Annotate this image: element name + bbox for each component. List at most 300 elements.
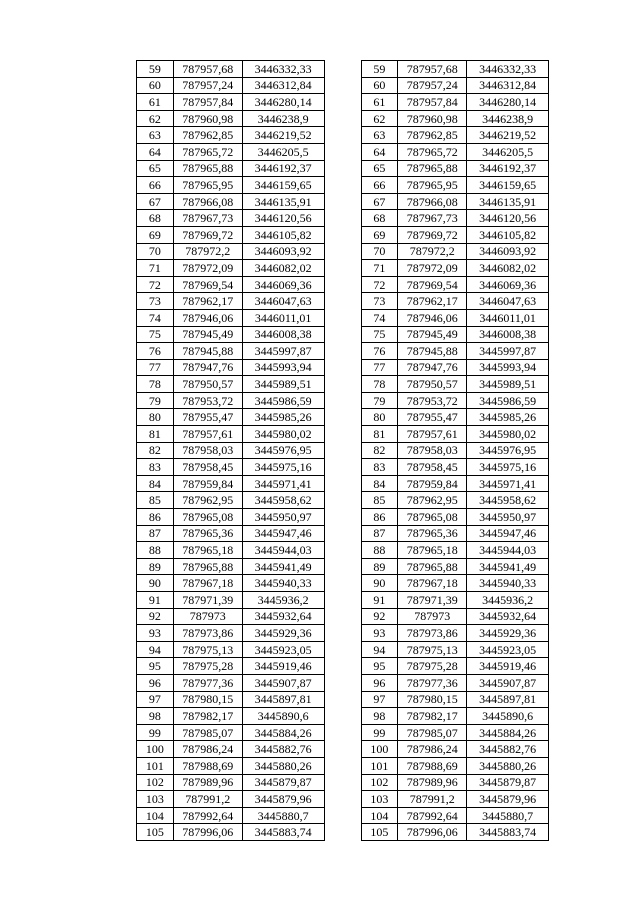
point-number-cell: 84 bbox=[137, 475, 174, 492]
table-row bbox=[361, 110, 549, 127]
table-row bbox=[361, 160, 549, 177]
table-row bbox=[137, 376, 325, 393]
y-coordinate-cell: 3445880,26 bbox=[242, 757, 324, 774]
point-number-cell: 73 bbox=[137, 293, 174, 310]
table-row bbox=[361, 409, 549, 426]
point-number-cell: 62 bbox=[361, 110, 398, 127]
point-number-cell: 86 bbox=[361, 509, 398, 526]
table-row bbox=[137, 641, 325, 658]
x-coordinate-cell: 787957,24 bbox=[173, 77, 242, 94]
point-number-cell: 100 bbox=[361, 741, 398, 758]
x-coordinate-cell: 787992,64 bbox=[173, 807, 242, 824]
x-coordinate-cell: 787953,72 bbox=[173, 392, 242, 409]
table-gap bbox=[325, 60, 361, 841]
x-coordinate-cell: 787975,13 bbox=[398, 641, 467, 658]
point-number-cell: 89 bbox=[137, 558, 174, 575]
table-row bbox=[137, 558, 325, 575]
y-coordinate-cell: 3445985,26 bbox=[242, 409, 324, 426]
x-coordinate-cell: 787962,17 bbox=[398, 293, 467, 310]
point-number-cell: 65 bbox=[361, 160, 398, 177]
y-coordinate-cell: 3446011,01 bbox=[467, 309, 549, 326]
x-coordinate-cell: 787988,69 bbox=[398, 757, 467, 774]
table-row bbox=[361, 475, 549, 492]
x-coordinate-cell: 787965,88 bbox=[173, 160, 242, 177]
point-number-cell: 80 bbox=[361, 409, 398, 426]
point-number-cell: 88 bbox=[137, 542, 174, 559]
table-row bbox=[137, 276, 325, 293]
y-coordinate-cell: 3446008,38 bbox=[467, 326, 549, 343]
point-number-cell: 91 bbox=[361, 592, 398, 609]
table-row bbox=[137, 592, 325, 609]
x-coordinate-cell: 787957,68 bbox=[173, 61, 242, 78]
point-number-cell: 79 bbox=[137, 392, 174, 409]
table-row bbox=[361, 542, 549, 559]
x-coordinate-cell: 787977,36 bbox=[398, 674, 467, 691]
y-coordinate-cell: 3446069,36 bbox=[242, 276, 324, 293]
y-coordinate-cell: 3445879,96 bbox=[467, 791, 549, 808]
point-number-cell: 103 bbox=[361, 791, 398, 808]
table-row bbox=[137, 127, 325, 144]
table-row bbox=[361, 807, 549, 824]
x-coordinate-cell: 787965,72 bbox=[173, 143, 242, 160]
y-coordinate-cell: 3446082,02 bbox=[242, 260, 324, 277]
point-number-cell: 104 bbox=[137, 807, 174, 824]
point-number-cell: 71 bbox=[361, 260, 398, 277]
point-number-cell: 102 bbox=[137, 774, 174, 791]
table-row bbox=[137, 392, 325, 409]
x-coordinate-cell: 787957,61 bbox=[173, 426, 242, 443]
y-coordinate-cell: 3446238,9 bbox=[467, 110, 549, 127]
y-coordinate-cell: 3445980,02 bbox=[242, 426, 324, 443]
point-number-cell: 64 bbox=[361, 143, 398, 160]
point-number-cell: 83 bbox=[137, 459, 174, 476]
x-coordinate-cell: 787980,15 bbox=[398, 691, 467, 708]
y-coordinate-cell: 3445883,74 bbox=[467, 824, 549, 841]
x-coordinate-cell: 787950,57 bbox=[173, 376, 242, 393]
y-coordinate-cell: 3446105,82 bbox=[467, 226, 549, 243]
y-coordinate-cell: 3445958,62 bbox=[242, 492, 324, 509]
table-row bbox=[137, 243, 325, 260]
table-row bbox=[137, 492, 325, 509]
x-coordinate-cell: 787958,45 bbox=[173, 459, 242, 476]
x-coordinate-cell: 787959,84 bbox=[173, 475, 242, 492]
table-row bbox=[361, 509, 549, 526]
x-coordinate-cell: 787996,06 bbox=[398, 824, 467, 841]
table-row bbox=[137, 542, 325, 559]
point-number-cell: 74 bbox=[361, 309, 398, 326]
x-coordinate-cell: 787965,08 bbox=[398, 509, 467, 526]
table-row bbox=[137, 210, 325, 227]
table-row bbox=[361, 293, 549, 310]
y-coordinate-cell: 3445879,87 bbox=[467, 774, 549, 791]
y-coordinate-cell: 3445923,05 bbox=[242, 641, 324, 658]
point-number-cell: 101 bbox=[137, 757, 174, 774]
point-number-cell: 86 bbox=[137, 509, 174, 526]
table-body-right bbox=[361, 61, 549, 841]
y-coordinate-cell: 3445936,2 bbox=[242, 592, 324, 609]
y-coordinate-cell: 3445879,96 bbox=[242, 791, 324, 808]
y-coordinate-cell: 3445975,16 bbox=[467, 459, 549, 476]
point-number-cell: 83 bbox=[361, 459, 398, 476]
point-number-cell: 105 bbox=[137, 824, 174, 841]
table-row bbox=[137, 658, 325, 675]
table-row bbox=[361, 243, 549, 260]
y-coordinate-cell: 3445944,03 bbox=[242, 542, 324, 559]
table-row bbox=[361, 359, 549, 376]
y-coordinate-cell: 3445890,6 bbox=[467, 708, 549, 725]
x-coordinate-cell: 787965,95 bbox=[173, 177, 242, 194]
x-coordinate-cell: 787989,96 bbox=[398, 774, 467, 791]
x-coordinate-cell: 787965,88 bbox=[173, 558, 242, 575]
point-number-cell: 90 bbox=[137, 575, 174, 592]
x-coordinate-cell: 787967,18 bbox=[398, 575, 467, 592]
y-coordinate-cell: 3446192,37 bbox=[242, 160, 324, 177]
y-coordinate-cell: 3445884,26 bbox=[467, 724, 549, 741]
x-coordinate-cell: 787992,64 bbox=[398, 807, 467, 824]
y-coordinate-cell: 3445932,64 bbox=[242, 608, 324, 625]
x-coordinate-cell: 787991,2 bbox=[398, 791, 467, 808]
point-number-cell: 64 bbox=[137, 143, 174, 160]
table-row bbox=[137, 475, 325, 492]
point-number-cell: 99 bbox=[361, 724, 398, 741]
point-number-cell: 63 bbox=[361, 127, 398, 144]
x-coordinate-cell: 787971,39 bbox=[398, 592, 467, 609]
y-coordinate-cell: 3445882,76 bbox=[242, 741, 324, 758]
y-coordinate-cell: 3445907,87 bbox=[467, 674, 549, 691]
x-coordinate-cell: 787977,36 bbox=[173, 674, 242, 691]
point-number-cell: 100 bbox=[137, 741, 174, 758]
table-row bbox=[361, 608, 549, 625]
point-number-cell: 68 bbox=[361, 210, 398, 227]
y-coordinate-cell: 3445980,02 bbox=[467, 426, 549, 443]
x-coordinate-cell: 787958,45 bbox=[398, 459, 467, 476]
table-row bbox=[361, 757, 549, 774]
point-number-cell: 61 bbox=[361, 94, 398, 111]
x-coordinate-cell: 787959,84 bbox=[398, 475, 467, 492]
point-number-cell: 60 bbox=[137, 77, 174, 94]
y-coordinate-cell: 3445976,95 bbox=[242, 442, 324, 459]
x-coordinate-cell: 787962,85 bbox=[398, 127, 467, 144]
point-number-cell: 59 bbox=[361, 61, 398, 78]
point-number-cell: 95 bbox=[137, 658, 174, 675]
x-coordinate-cell: 787988,69 bbox=[173, 757, 242, 774]
x-coordinate-cell: 787955,47 bbox=[398, 409, 467, 426]
y-coordinate-cell: 3446332,33 bbox=[467, 61, 549, 78]
point-number-cell: 63 bbox=[137, 127, 174, 144]
y-coordinate-cell: 3446120,56 bbox=[242, 210, 324, 227]
table-row bbox=[137, 791, 325, 808]
point-number-cell: 82 bbox=[361, 442, 398, 459]
y-coordinate-cell: 3446219,52 bbox=[242, 127, 324, 144]
x-coordinate-cell: 787965,36 bbox=[398, 525, 467, 542]
y-coordinate-cell: 3445975,16 bbox=[242, 459, 324, 476]
point-number-cell: 71 bbox=[137, 260, 174, 277]
x-coordinate-cell: 787965,36 bbox=[173, 525, 242, 542]
point-number-cell: 61 bbox=[137, 94, 174, 111]
x-coordinate-cell: 787960,98 bbox=[398, 110, 467, 127]
y-coordinate-cell: 3446332,33 bbox=[242, 61, 324, 78]
point-number-cell: 73 bbox=[361, 293, 398, 310]
point-number-cell: 72 bbox=[361, 276, 398, 293]
x-coordinate-cell: 787982,17 bbox=[398, 708, 467, 725]
y-coordinate-cell: 3445971,41 bbox=[467, 475, 549, 492]
point-number-cell: 98 bbox=[137, 708, 174, 725]
y-coordinate-cell: 3445950,97 bbox=[242, 509, 324, 526]
table-body-left bbox=[137, 61, 325, 841]
point-number-cell: 87 bbox=[361, 525, 398, 542]
x-coordinate-cell: 787982,17 bbox=[173, 708, 242, 725]
point-number-cell: 96 bbox=[361, 674, 398, 691]
x-coordinate-cell: 787973,86 bbox=[173, 625, 242, 642]
point-number-cell: 82 bbox=[137, 442, 174, 459]
table-row bbox=[137, 724, 325, 741]
point-number-cell: 102 bbox=[361, 774, 398, 791]
y-coordinate-cell: 3445986,59 bbox=[467, 392, 549, 409]
point-number-cell: 97 bbox=[361, 691, 398, 708]
table-row bbox=[137, 94, 325, 111]
x-coordinate-cell: 787946,06 bbox=[173, 309, 242, 326]
y-coordinate-cell: 3446047,63 bbox=[467, 293, 549, 310]
point-number-cell: 89 bbox=[361, 558, 398, 575]
x-coordinate-cell: 787946,06 bbox=[398, 309, 467, 326]
point-number-cell: 65 bbox=[137, 160, 174, 177]
x-coordinate-cell: 787958,03 bbox=[173, 442, 242, 459]
x-coordinate-cell: 787965,88 bbox=[398, 558, 467, 575]
x-coordinate-cell: 787955,47 bbox=[173, 409, 242, 426]
table-row bbox=[361, 143, 549, 160]
y-coordinate-cell: 3446011,01 bbox=[242, 309, 324, 326]
y-coordinate-cell: 3445941,49 bbox=[242, 558, 324, 575]
point-number-cell: 76 bbox=[361, 343, 398, 360]
x-coordinate-cell: 787985,07 bbox=[398, 724, 467, 741]
point-number-cell: 60 bbox=[361, 77, 398, 94]
x-coordinate-cell: 787950,57 bbox=[398, 376, 467, 393]
y-coordinate-cell: 3446069,36 bbox=[467, 276, 549, 293]
point-number-cell: 79 bbox=[361, 392, 398, 409]
table-row bbox=[361, 575, 549, 592]
y-coordinate-cell: 3445940,33 bbox=[467, 575, 549, 592]
y-coordinate-cell: 3445993,94 bbox=[467, 359, 549, 376]
x-coordinate-cell: 787966,08 bbox=[398, 193, 467, 210]
x-coordinate-cell: 787965,95 bbox=[398, 177, 467, 194]
y-coordinate-cell: 3445879,87 bbox=[242, 774, 324, 791]
x-coordinate-cell: 787962,17 bbox=[173, 293, 242, 310]
table-row bbox=[361, 343, 549, 360]
x-coordinate-cell: 787967,73 bbox=[398, 210, 467, 227]
table-row bbox=[361, 492, 549, 509]
y-coordinate-cell: 3446135,91 bbox=[242, 193, 324, 210]
x-coordinate-cell: 787957,24 bbox=[398, 77, 467, 94]
table-row bbox=[137, 741, 325, 758]
table-row bbox=[137, 691, 325, 708]
table-row bbox=[361, 177, 549, 194]
table-row bbox=[137, 226, 325, 243]
y-coordinate-cell: 3445929,36 bbox=[242, 625, 324, 642]
point-number-cell: 77 bbox=[361, 359, 398, 376]
table-row bbox=[361, 791, 549, 808]
point-number-cell: 66 bbox=[137, 177, 174, 194]
y-coordinate-cell: 3446192,37 bbox=[467, 160, 549, 177]
x-coordinate-cell: 787973 bbox=[398, 608, 467, 625]
table-row bbox=[361, 641, 549, 658]
x-coordinate-cell: 787962,95 bbox=[398, 492, 467, 509]
y-coordinate-cell: 3445919,46 bbox=[242, 658, 324, 675]
y-coordinate-cell: 3445947,46 bbox=[242, 525, 324, 542]
x-coordinate-cell: 787975,28 bbox=[173, 658, 242, 675]
table-row bbox=[361, 193, 549, 210]
table-row bbox=[361, 276, 549, 293]
point-number-cell: 75 bbox=[361, 326, 398, 343]
x-coordinate-cell: 787975,28 bbox=[398, 658, 467, 675]
x-coordinate-cell: 787967,73 bbox=[173, 210, 242, 227]
table-row bbox=[361, 94, 549, 111]
point-number-cell: 78 bbox=[361, 376, 398, 393]
x-coordinate-cell: 787965,18 bbox=[398, 542, 467, 559]
point-number-cell: 101 bbox=[361, 757, 398, 774]
y-coordinate-cell: 3445919,46 bbox=[467, 658, 549, 675]
point-number-cell: 78 bbox=[137, 376, 174, 393]
point-number-cell: 67 bbox=[137, 193, 174, 210]
x-coordinate-cell: 787947,76 bbox=[398, 359, 467, 376]
table-row bbox=[361, 309, 549, 326]
table-row bbox=[137, 757, 325, 774]
point-number-cell: 93 bbox=[137, 625, 174, 642]
y-coordinate-cell: 3445985,26 bbox=[467, 409, 549, 426]
x-coordinate-cell: 787972,09 bbox=[398, 260, 467, 277]
point-number-cell: 68 bbox=[137, 210, 174, 227]
point-number-cell: 70 bbox=[361, 243, 398, 260]
x-coordinate-cell: 787969,72 bbox=[398, 226, 467, 243]
point-number-cell: 97 bbox=[137, 691, 174, 708]
table-row bbox=[137, 575, 325, 592]
y-coordinate-cell: 3446280,14 bbox=[242, 94, 324, 111]
x-coordinate-cell: 787985,07 bbox=[173, 724, 242, 741]
point-number-cell: 76 bbox=[137, 343, 174, 360]
y-coordinate-cell: 3446238,9 bbox=[242, 110, 324, 127]
x-coordinate-cell: 787991,2 bbox=[173, 791, 242, 808]
y-coordinate-cell: 3446312,84 bbox=[467, 77, 549, 94]
table-row bbox=[137, 260, 325, 277]
x-coordinate-cell: 787945,49 bbox=[398, 326, 467, 343]
x-coordinate-cell: 787996,06 bbox=[173, 824, 242, 841]
point-number-cell: 92 bbox=[137, 608, 174, 625]
x-coordinate-cell: 787957,68 bbox=[398, 61, 467, 78]
table-row bbox=[137, 309, 325, 326]
y-coordinate-cell: 3445890,6 bbox=[242, 708, 324, 725]
table-row bbox=[361, 724, 549, 741]
y-coordinate-cell: 3445971,41 bbox=[242, 475, 324, 492]
table-row bbox=[137, 293, 325, 310]
table-row bbox=[137, 608, 325, 625]
x-coordinate-cell: 787966,08 bbox=[173, 193, 242, 210]
point-number-cell: 62 bbox=[137, 110, 174, 127]
point-number-cell: 81 bbox=[361, 426, 398, 443]
x-coordinate-cell: 787972,2 bbox=[173, 243, 242, 260]
x-coordinate-cell: 787965,18 bbox=[173, 542, 242, 559]
point-number-cell: 96 bbox=[137, 674, 174, 691]
y-coordinate-cell: 3445923,05 bbox=[467, 641, 549, 658]
y-coordinate-cell: 3445936,2 bbox=[467, 592, 549, 609]
x-coordinate-cell: 787953,72 bbox=[398, 392, 467, 409]
table-row bbox=[137, 193, 325, 210]
x-coordinate-cell: 787957,61 bbox=[398, 426, 467, 443]
y-coordinate-cell: 3446280,14 bbox=[467, 94, 549, 111]
table-row bbox=[137, 326, 325, 343]
x-coordinate-cell: 787962,95 bbox=[173, 492, 242, 509]
table-row bbox=[361, 77, 549, 94]
table-row bbox=[361, 226, 549, 243]
table-row bbox=[361, 592, 549, 609]
table-row bbox=[137, 774, 325, 791]
y-coordinate-cell: 3446205,5 bbox=[467, 143, 549, 160]
x-coordinate-cell: 787986,24 bbox=[398, 741, 467, 758]
y-coordinate-cell: 3445976,95 bbox=[467, 442, 549, 459]
y-coordinate-cell: 3446093,92 bbox=[242, 243, 324, 260]
table-row bbox=[361, 658, 549, 675]
point-number-cell: 69 bbox=[361, 226, 398, 243]
point-number-cell: 99 bbox=[137, 724, 174, 741]
y-coordinate-cell: 3445993,94 bbox=[242, 359, 324, 376]
y-coordinate-cell: 3445997,87 bbox=[242, 343, 324, 360]
y-coordinate-cell: 3445986,59 bbox=[242, 392, 324, 409]
x-coordinate-cell: 787967,18 bbox=[173, 575, 242, 592]
table-row bbox=[137, 177, 325, 194]
point-number-cell: 105 bbox=[361, 824, 398, 841]
table-row bbox=[137, 509, 325, 526]
table-row bbox=[137, 426, 325, 443]
point-number-cell: 88 bbox=[361, 542, 398, 559]
table-row bbox=[361, 392, 549, 409]
table-row bbox=[361, 691, 549, 708]
x-coordinate-cell: 787980,15 bbox=[173, 691, 242, 708]
y-coordinate-cell: 3446093,92 bbox=[467, 243, 549, 260]
point-number-cell: 104 bbox=[361, 807, 398, 824]
x-coordinate-cell: 787957,84 bbox=[173, 94, 242, 111]
point-number-cell: 67 bbox=[361, 193, 398, 210]
x-coordinate-cell: 787947,76 bbox=[173, 359, 242, 376]
table-row bbox=[137, 110, 325, 127]
table-row bbox=[361, 774, 549, 791]
table-row bbox=[361, 442, 549, 459]
x-coordinate-cell: 787969,54 bbox=[398, 276, 467, 293]
y-coordinate-cell: 3445880,7 bbox=[242, 807, 324, 824]
table-row bbox=[137, 807, 325, 824]
y-coordinate-cell: 3446312,84 bbox=[242, 77, 324, 94]
x-coordinate-cell: 787958,03 bbox=[398, 442, 467, 459]
point-number-cell: 70 bbox=[137, 243, 174, 260]
point-number-cell: 85 bbox=[361, 492, 398, 509]
point-number-cell: 59 bbox=[137, 61, 174, 78]
y-coordinate-cell: 3445897,81 bbox=[467, 691, 549, 708]
table-row bbox=[361, 459, 549, 476]
coordinate-table-right bbox=[361, 60, 550, 841]
x-coordinate-cell: 787986,24 bbox=[173, 741, 242, 758]
point-number-cell: 72 bbox=[137, 276, 174, 293]
point-number-cell: 103 bbox=[137, 791, 174, 808]
y-coordinate-cell: 3446120,56 bbox=[467, 210, 549, 227]
coordinate-table-left bbox=[136, 60, 325, 841]
y-coordinate-cell: 3446082,02 bbox=[467, 260, 549, 277]
coordinate-tables bbox=[136, 60, 549, 841]
table-row bbox=[137, 625, 325, 642]
x-coordinate-cell: 787989,96 bbox=[173, 774, 242, 791]
table-row bbox=[137, 708, 325, 725]
y-coordinate-cell: 3445880,26 bbox=[467, 757, 549, 774]
point-number-cell: 80 bbox=[137, 409, 174, 426]
point-number-cell: 84 bbox=[361, 475, 398, 492]
table-row bbox=[137, 442, 325, 459]
table-row bbox=[361, 558, 549, 575]
